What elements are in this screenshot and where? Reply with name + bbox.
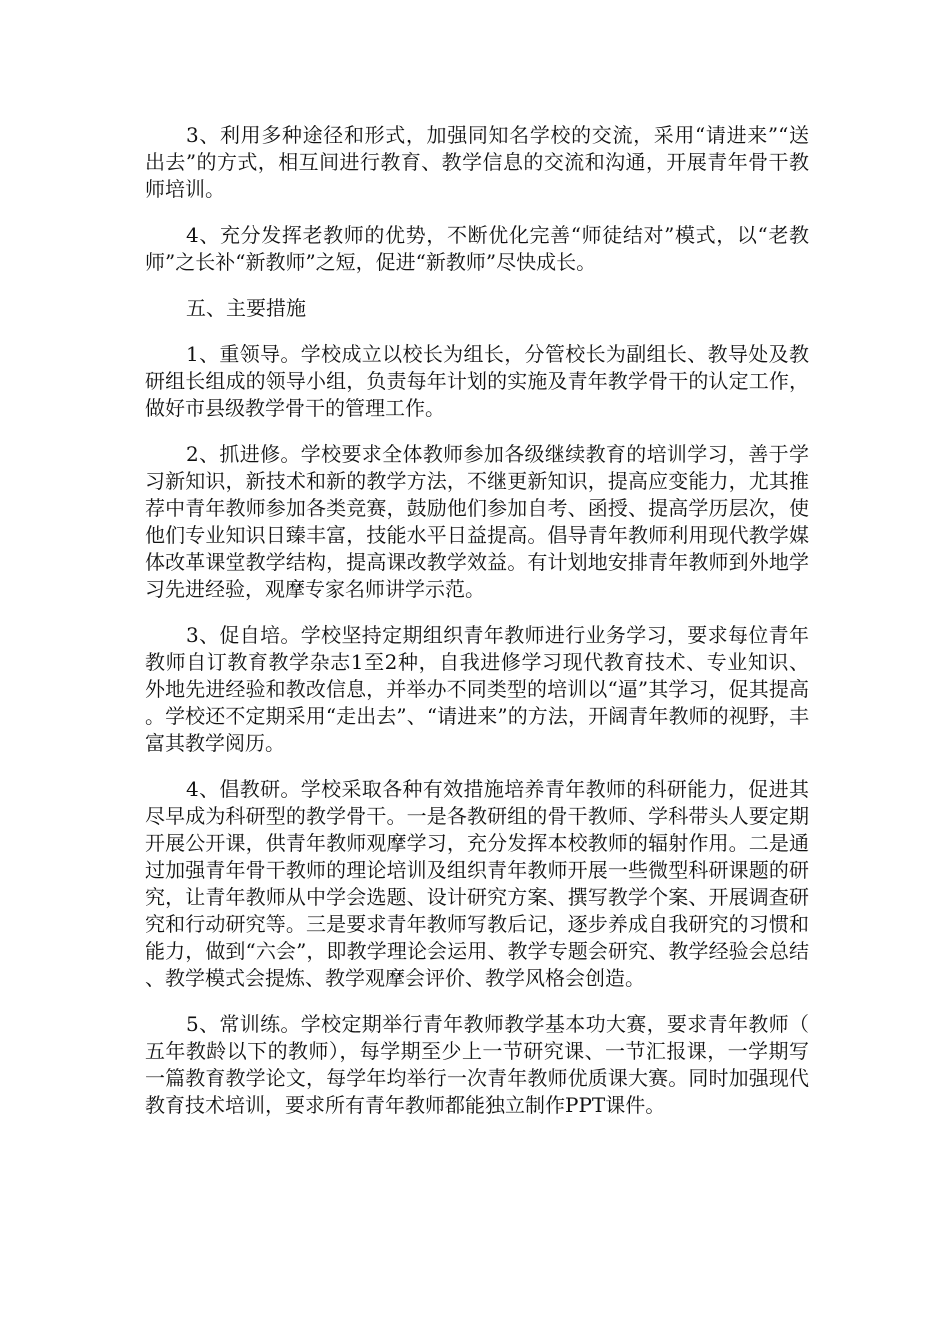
paragraph-mentor-pairing: 4、充分发挥老教师的优势，不断优化完善“师徒结对”模式，以“老教师”之长补“新教师”之短，促进“新教师”尽快成长。 bbox=[145, 223, 809, 274]
paragraph-teaching-research: 4、倡教研。学校采取各种有效措施培养青年教师的科研能力，促进其尽早成为科研型的教学骨干。一是各教研组的骨干教师、学科带头人要定期开展公开课，供青年教师观摩学习，充分发挥本校教师的辐射作用。二是通过加强青年骨干教师的理论培训及组织青年教师开展一些微型科研课题的研究，让青年教师从中学会选题、设计研究方案、撰写教学个案、开展调查研究和行动研究等。三是要求青年教师写教后记，逐步养成自我研究的习惯和能力，做到“六会”，即教学理论会运用、教学专题会研究、教学经验会总结、教学模式会提炼、教学观摩会评价、教学风格会创造。 bbox=[145, 777, 809, 990]
paragraph-further-study: 2、抓进修。学校要求全体教师参加各级继续教育的培训学习，善于学习新知识，新技术和新的教学方法，不继更新知识，提高应变能力，尤其推荐中青年教师参加各类竞赛，鼓励他们参加自考、函授、提高学历层次，使他们专业知识日臻丰富，技能水平日益提高。倡导青年教师利用现代教学媒体改革课堂教学结构，提高课改教学效益。有计划地安排青年教师到外地学习先进经验，观摩专家名师讲学示范。 bbox=[145, 442, 809, 601]
paragraph-leadership: 1、重领导。学校成立以校长为组长，分管校长为副组长、教导处及教研组长组成的领导小组，负责每年计划的实施及青年教学骨干的认定工作，做好市县级教学骨干的管理工作。 bbox=[145, 342, 809, 420]
section-heading-main-measures: 五、主要措施 bbox=[186, 296, 306, 320]
paragraph-regular-training: 5、常训练。学校定期举行青年教师教学基本功大赛，要求青年教师（五年教龄以下的教师），每学期至少上一节研究课、一节汇报课，一学期写一篇教育教学论文，每学年均举行一次青年教师优质课大赛。同时加强现代教育技术培训，要求所有青年教师都能独立制作PPT课件。 bbox=[145, 1012, 809, 1117]
paragraph-exchange-with-schools: 3、利用多种途径和形式，加强同知名学校的交流，采用“请进来”“送出去”的方式，相互间进行教育、教学信息的交流和沟通，开展青年骨干教师培训。 bbox=[145, 123, 809, 201]
document-body bbox=[145, 122, 809, 1138]
paragraph-self-training: 3、促自培。学校坚持定期组织青年教师进行业务学习，要求每位青年教师自订教育教学杂志1至2种，自我进修学习现代教育技术、专业知识、外地先进经验和教改信息，并举办不同类型的培训以“逼”其学习，促其提高。学校还不定期采用“走出去”、“请进来”的方法，开阔青年教师的视野，丰富其教学阅历。 bbox=[145, 623, 809, 755]
